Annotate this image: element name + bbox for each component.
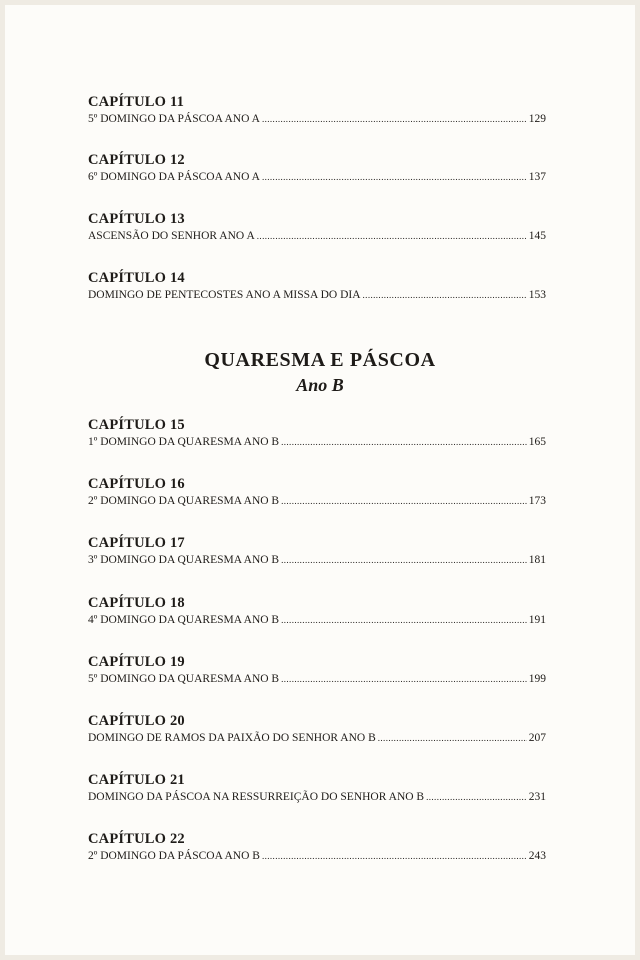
- toc-line: [88, 287, 546, 303]
- entry-title: 4º DOMINGO DA QUARESMA ANO B: [88, 614, 280, 626]
- chapter-heading: CAPÍTULO 22: [88, 831, 185, 847]
- chapter-heading: CAPÍTULO 17: [88, 535, 185, 551]
- toc-entry-chapter-18: [88, 594, 546, 628]
- chapter-heading: CAPÍTULO 11: [88, 94, 185, 110]
- toc-line: [88, 730, 546, 746]
- entry-title: DOMINGO DA PÁSCOA NA RESSURREIÇÃO DO SENHOR ANO B: [88, 791, 425, 803]
- entry-title: 2º DOMINGO DA QUARESMA ANO B: [88, 495, 280, 507]
- toc-entry-chapter-13: [88, 210, 546, 244]
- chapter-heading: CAPÍTULO 19: [88, 654, 185, 670]
- toc-line: [88, 111, 546, 127]
- page-number: 165: [528, 436, 546, 448]
- entry-title: 5º DOMINGO DA QUARESMA ANO B: [88, 673, 280, 685]
- toc-entry-chapter-19: [88, 653, 546, 687]
- toc-entry-chapter-20: [88, 712, 546, 746]
- toc-line: [88, 493, 546, 509]
- toc-line: [88, 671, 546, 687]
- toc-line: [88, 789, 546, 805]
- dot-leader: [262, 169, 527, 185]
- dot-leader: [262, 848, 527, 864]
- section-title: QUARESMA E PÁSCOA: [204, 349, 436, 371]
- chapter-heading: CAPÍTULO 18: [88, 595, 185, 611]
- toc-entry-chapter-14: [88, 269, 546, 303]
- toc-line: [88, 552, 546, 568]
- page-number: 231: [528, 791, 546, 803]
- page-number: 243: [528, 850, 546, 862]
- dot-leader: [426, 789, 527, 805]
- toc-entry-chapter-21: [88, 771, 546, 805]
- toc-entry-chapter-11: [88, 93, 546, 127]
- page-number: 181: [528, 554, 546, 566]
- entry-title: 3º DOMINGO DA QUARESMA ANO B: [88, 554, 280, 566]
- toc-line: [88, 848, 546, 864]
- dot-leader: [262, 111, 527, 127]
- page-number: 153: [528, 289, 546, 301]
- entry-title: 6º DOMINGO DA PÁSCOA ANO A: [88, 171, 260, 183]
- page-number: 207: [528, 732, 546, 744]
- page-number: 129: [528, 113, 546, 125]
- toc-entry-chapter-22: [88, 830, 546, 864]
- toc-entry-chapter-17: [88, 534, 546, 568]
- chapter-heading: CAPÍTULO 15: [88, 417, 185, 433]
- page-number: 173: [528, 495, 546, 507]
- page-number: 137: [528, 171, 546, 183]
- dot-leader: [281, 434, 527, 450]
- entry-title: DOMINGO DE RAMOS DA PAIXÃO DO SENHOR ANO B: [88, 732, 376, 744]
- toc-line: [88, 228, 546, 244]
- chapter-heading: CAPÍTULO 20: [88, 713, 185, 729]
- dot-leader: [257, 228, 527, 244]
- section-subtitle: Ano B: [296, 375, 344, 395]
- toc-line: [88, 434, 546, 450]
- chapter-heading: CAPÍTULO 16: [88, 476, 185, 492]
- dot-leader: [363, 287, 527, 303]
- entry-title: 5º DOMINGO DA PÁSCOA ANO A: [88, 113, 260, 125]
- chapter-heading: CAPÍTULO 13: [88, 211, 185, 227]
- chapter-heading: CAPÍTULO 14: [88, 270, 185, 286]
- page-number: 191: [528, 614, 546, 626]
- entry-title: 1º DOMINGO DA QUARESMA ANO B: [88, 436, 280, 448]
- toc-entry-chapter-12: [88, 151, 546, 185]
- page-number: 199: [528, 673, 546, 685]
- chapter-heading: CAPÍTULO 12: [88, 152, 185, 168]
- dot-leader: [281, 493, 527, 509]
- chapter-heading: CAPÍTULO 21: [88, 772, 185, 788]
- toc-entry-chapter-15: [88, 416, 546, 450]
- dot-leader: [378, 730, 527, 746]
- toc-entry-chapter-16: [88, 475, 546, 509]
- page-number: 145: [528, 230, 546, 242]
- toc-line: [88, 612, 546, 628]
- entry-title: ASCENSÃO DO SENHOR ANO A: [88, 230, 255, 242]
- entry-title: 2º DOMINGO DA PÁSCOA ANO B: [88, 850, 260, 862]
- dot-leader: [281, 671, 527, 687]
- entry-title: DOMINGO DE PENTECOSTES ANO A MISSA DO DIA: [88, 289, 361, 301]
- toc-line: [88, 169, 546, 185]
- dot-leader: [281, 552, 527, 568]
- dot-leader: [281, 612, 527, 628]
